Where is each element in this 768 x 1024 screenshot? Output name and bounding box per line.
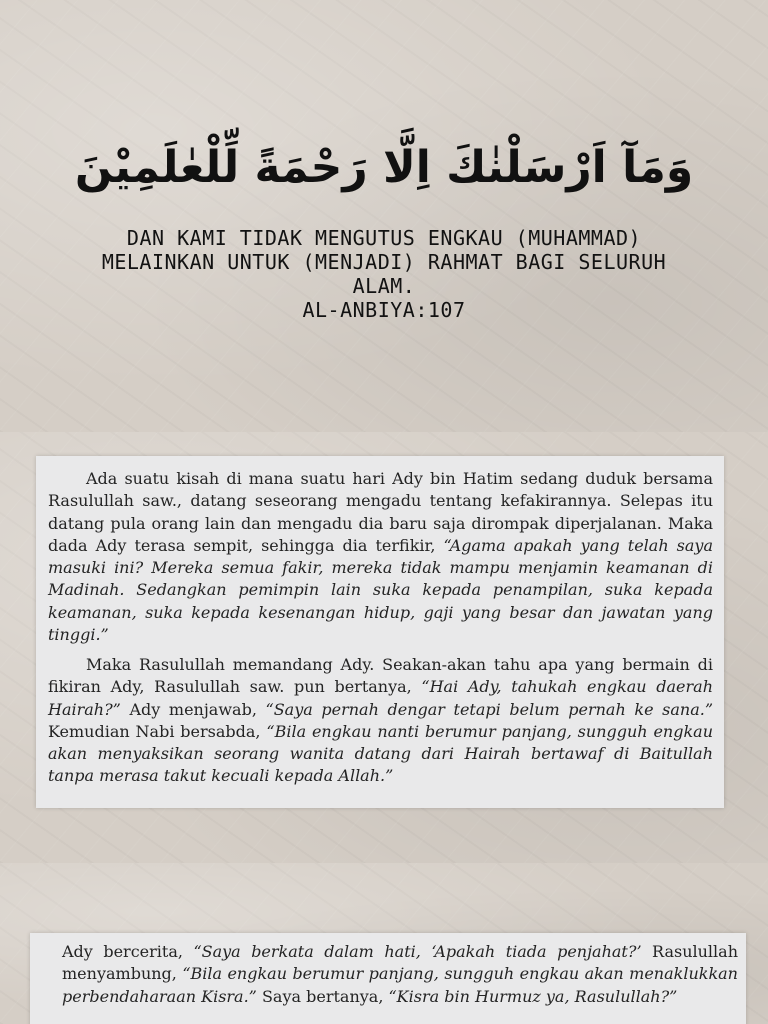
arabic-verse: وَمَآ اَرْسَلْنٰكَ اِلَّا رَحْمَةً لِّلْعٰلَمِيْنَ — [74, 142, 694, 193]
quote-text: “Saya pernah dengar tetapi belum pernah ke sana.” — [265, 699, 713, 719]
excerpt-panel-2 — [0, 863, 768, 1024]
quote-text: “Kisra bin Hurmuz ya, Rasulullah?” — [388, 986, 678, 1006]
excerpt-panel-1 — [0, 432, 768, 863]
quote-text: “Hai Ady, tahukah engkau daerah Hairah?” — [48, 677, 713, 719]
paragraph-text: Ada suatu kisah di mana suatu hari Ady bin Hatim sedang duduk bersama Rasulullah saw., datang seseorang mengadu tentang kefakirannya. Selepas itu datang pula orang lain dan mengadu dia baru saja dirompak diperjalanan. Maka dada Ady terasa sempit, sehingga dia terfikir, — [48, 469, 713, 555]
verse-translation — [40, 226, 728, 322]
paragraph-text: Kemudian Nabi bersabda, — [48, 721, 267, 741]
quote-text: “Agama apakah yang telah saya masuki ini? Mereka semua fakir, mereka tidak mampu menjamin keamanan di Madinah. Sedangkan pemimpin lain suka kepada penampilan, suka kepada keamanan, suka kepada kesenangan hidup, gaji yang besar dan jawatan yang tinggi.” — [48, 535, 713, 645]
book-page-scan — [30, 933, 746, 1024]
story-paragraph — [48, 654, 713, 788]
paragraph-text: Ady menjawab, — [120, 699, 266, 719]
paragraph-text: Rasulullah menyambung, — [62, 942, 738, 984]
story-paragraph — [48, 468, 713, 646]
quote-text: “Bila engkau nanti berumur panjang, sungguh engkau akan menyaksikan seorang wanita datang dari Hairah bertawaf di Baitullah tanpa merasa takut kecuali kepada Allah.” — [48, 721, 714, 786]
translation-line: MELAINKAN UNTUK (MENJADI) RAHMAT BAGI SELURUH — [101, 250, 667, 274]
quote-text: “Bila engkau berumur panjang, sungguh engkau akan menaklukkan perbendaharaan Kisra.” — [62, 964, 738, 1006]
paragraph-text: Saya bertanya, — [256, 986, 389, 1006]
verse-panel — [0, 0, 768, 432]
book-page-scan — [36, 456, 724, 808]
translation-line: ALAM. — [352, 274, 416, 298]
paragraph-text: Maka Rasulullah memandang Ady. Seakan-akan tahu apa yang bermain di fikiran Ady, Rasulullah saw. pun bertanya, — [48, 655, 713, 697]
quote-text: “Saya berkata dalam hati, ‘Apakah tiada penjahat?’ — [193, 942, 642, 961]
paragraph-text: Ady bercerita, — [62, 942, 194, 961]
verse-reference: AL-ANBIYA:107 — [302, 298, 466, 322]
translation-line: DAN KAMI TIDAK MENGUTUS ENGKAU (MUHAMMAD) — [126, 226, 642, 250]
story-paragraph — [62, 941, 738, 1008]
